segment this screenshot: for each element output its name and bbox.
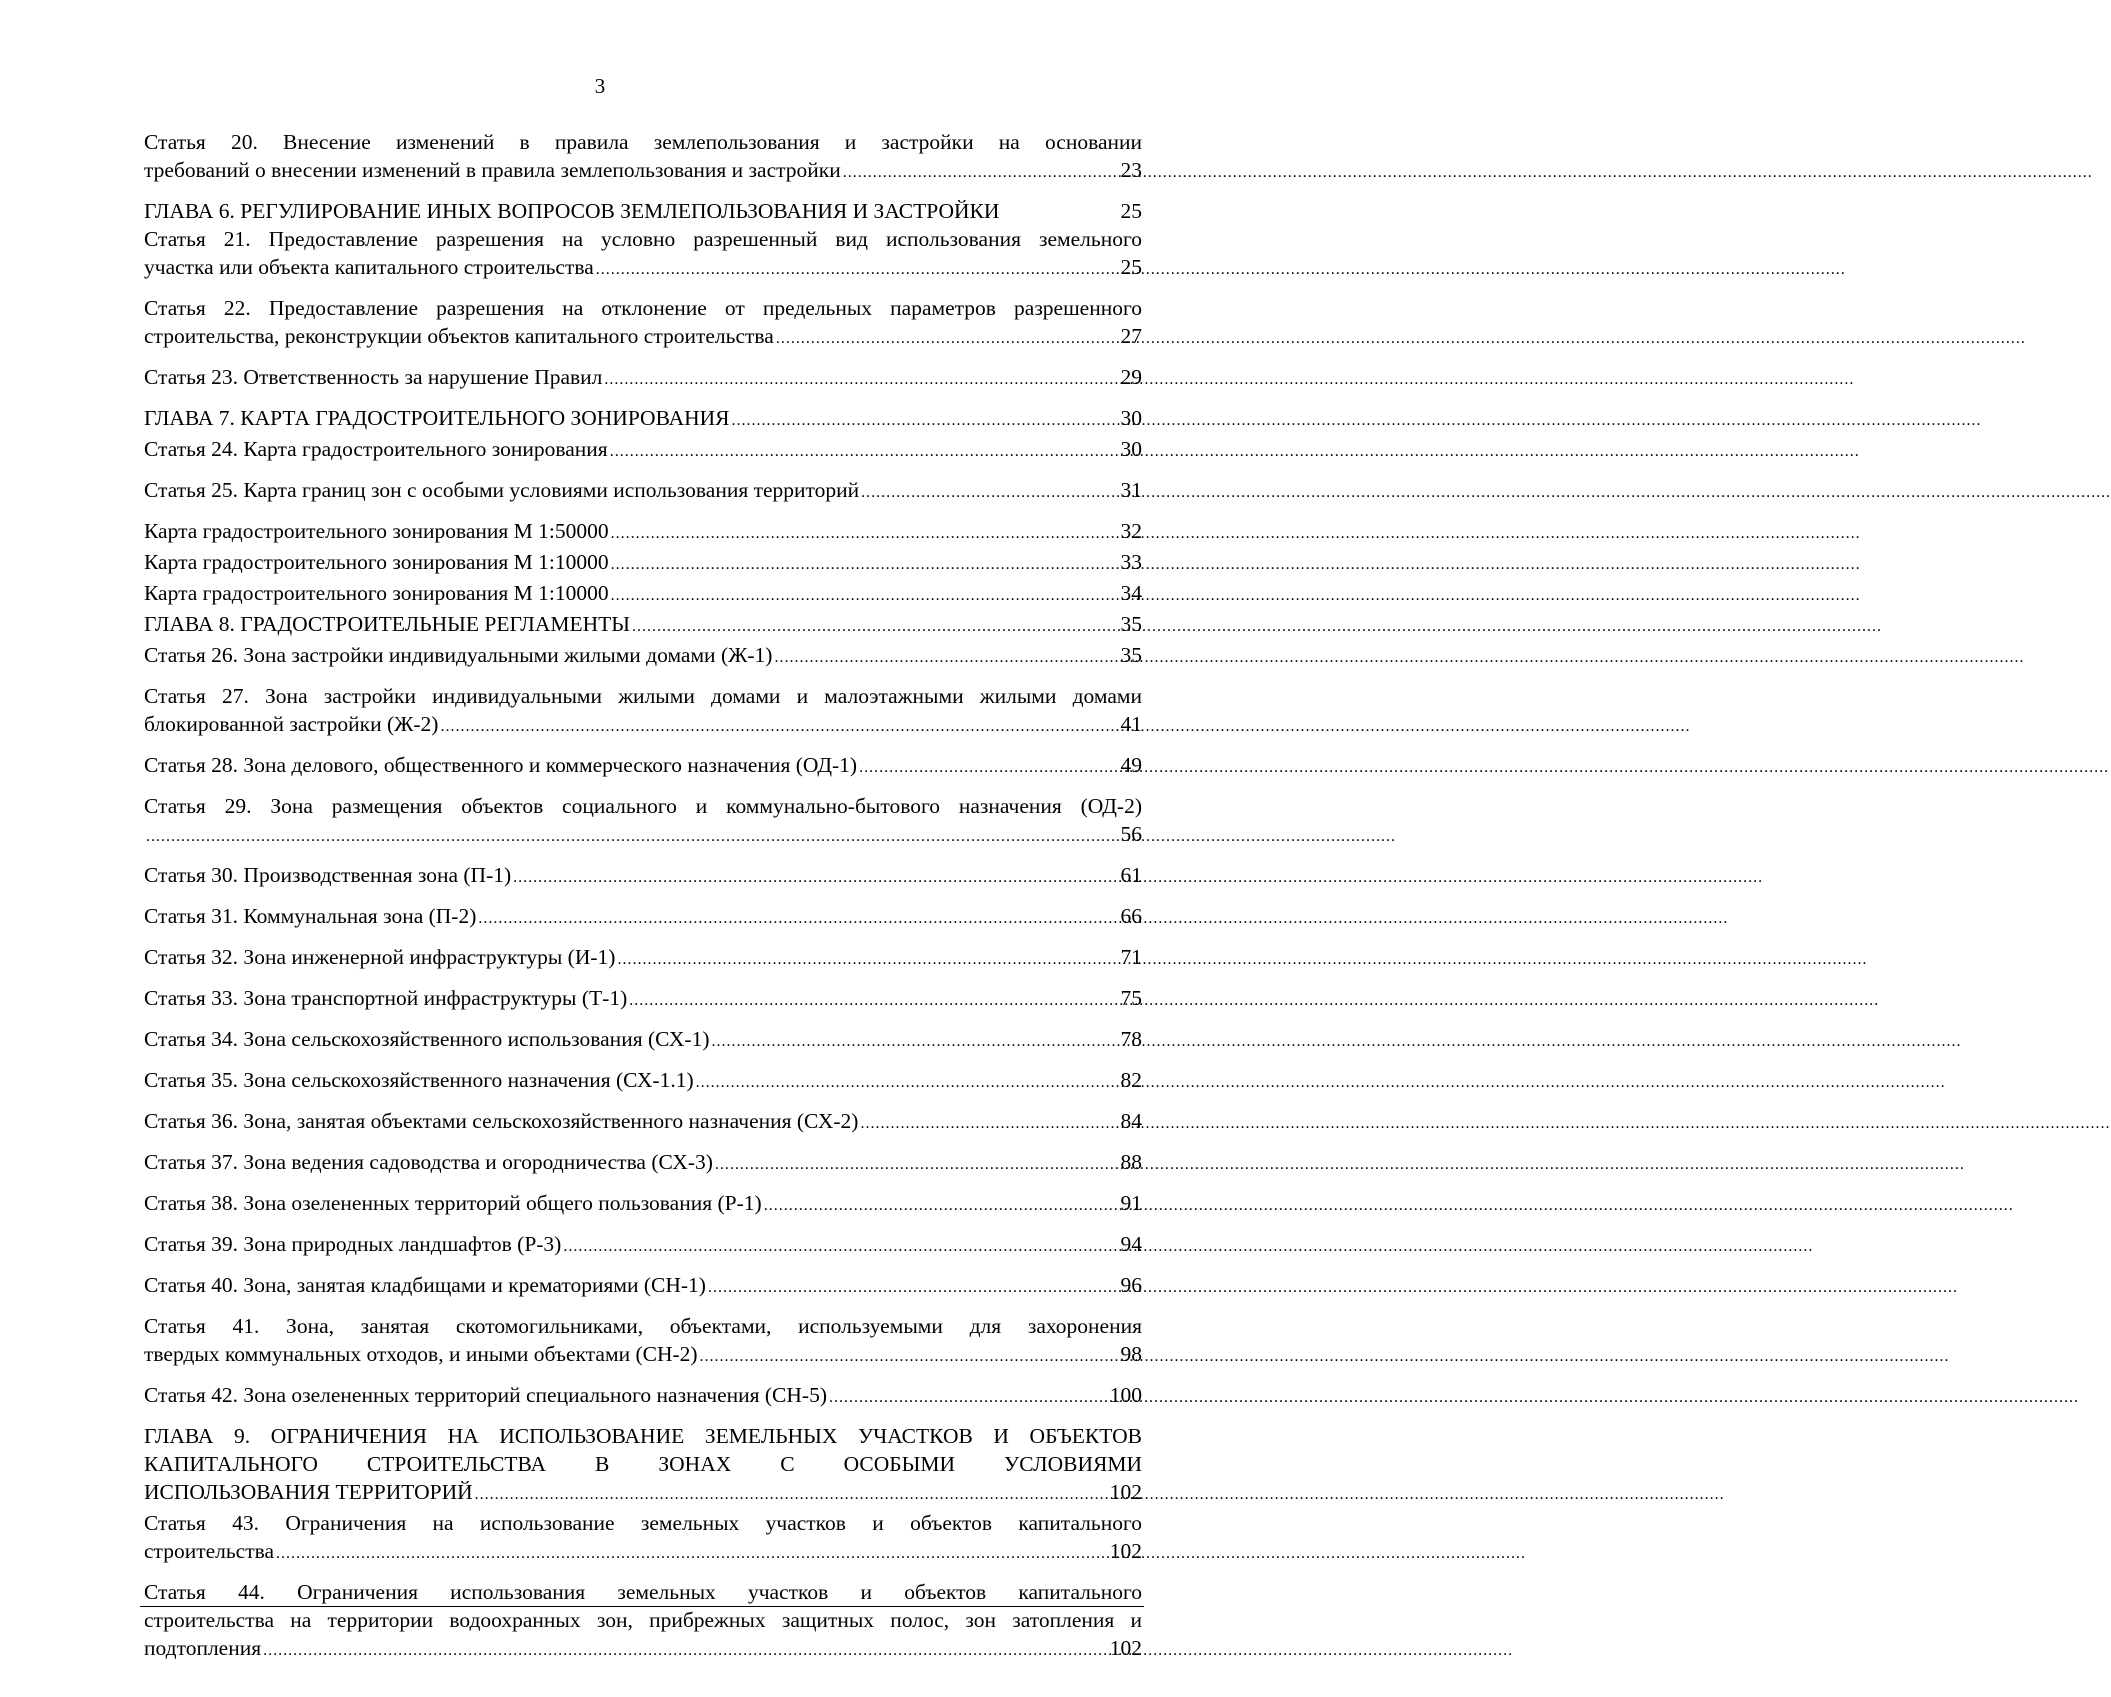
toc-page-number: 30 — [1120, 437, 1142, 461]
toc-entry-title: подтопления — [144, 1636, 262, 1660]
toc-page-number: 102 — [1109, 1539, 1142, 1563]
dot-leader — [861, 479, 1118, 507]
toc-entry-last-line — [144, 943, 1142, 974]
toc-page-number: 49 — [1120, 753, 1142, 777]
toc-entry-last-line — [144, 902, 1142, 933]
toc-page-number: 30 — [1120, 406, 1142, 430]
toc-page-number: 84 — [1120, 1109, 1142, 1133]
toc-entry-text-line: ГЛАВА 9. ОГРАНИЧЕНИЯ НА ИСПОЛЬЗОВАНИЕ ЗЕМЕЛЬНЫХ УЧАСТКОВ И ОБЪЕКТОВ — [144, 1424, 1142, 1448]
toc-page-number: 100 — [1109, 1383, 1142, 1407]
toc-entry-text-line: Статья 27. Зона застройки индивидуальными жилыми домами и малоэтажными жилыми домами — [144, 684, 1142, 708]
dot-leader — [596, 256, 1119, 284]
toc-page-number: 88 — [1120, 1150, 1142, 1174]
dot-leader — [513, 864, 1118, 892]
toc-entry[interactable] — [144, 476, 1142, 507]
dot-leader — [700, 1343, 1119, 1371]
toc-entry[interactable] — [144, 579, 1142, 610]
dot-leader — [764, 1192, 1119, 1220]
toc-entry[interactable] — [144, 1025, 1142, 1056]
toc-entry-last-line — [144, 404, 1142, 435]
toc-entry[interactable] — [144, 902, 1142, 933]
toc-page-number: 34 — [1120, 581, 1142, 605]
toc-page-number: 61 — [1120, 863, 1142, 887]
toc-entry-title: ГЛАВА 8. ГРАДОСТРОИТЕЛЬНЫЕ РЕГЛАМЕНТЫ — [144, 612, 631, 636]
dot-leader — [776, 325, 1119, 353]
toc-page-number: 35 — [1120, 643, 1142, 667]
dot-leader — [146, 823, 1119, 851]
toc-entry-last-line — [144, 751, 1142, 782]
toc-page-number: 94 — [1120, 1232, 1142, 1256]
toc-entry-last-line — [144, 322, 1142, 353]
toc-entry-last-line — [144, 156, 1142, 187]
toc-entry-title: строительства — [144, 1539, 275, 1563]
toc-page-number: 25 — [1120, 199, 1142, 223]
toc-page-number: 23 — [1120, 158, 1142, 182]
toc-entry-last-line — [144, 1025, 1142, 1056]
toc-entry-title: ГЛАВА 7. КАРТА ГРАДОСТРОИТЕЛЬНОГО ЗОНИРОВАНИЯ — [144, 406, 730, 430]
toc-page-number: 35 — [1120, 612, 1142, 636]
toc-entry-last-line — [144, 1340, 1142, 1371]
toc-entry-text-line: Статья 44. Ограничения использования земельных участков и объектов капитального — [144, 1580, 1142, 1604]
toc-page-number: 78 — [1120, 1027, 1142, 1051]
toc-entry[interactable] — [144, 984, 1142, 1015]
toc-page-number: 82 — [1120, 1068, 1142, 1092]
toc-page-number: 91 — [1120, 1191, 1142, 1215]
toc-entry-title: Статья 37. Зона ведения садоводства и огородничества (СХ-3) — [144, 1150, 713, 1174]
toc-entry-last-line — [144, 710, 1142, 741]
dot-leader — [843, 159, 1119, 187]
toc-entry-title: твердых коммунальных отходов, и иными объектами (СН-2) — [144, 1342, 698, 1366]
toc-page-number: 75 — [1120, 986, 1142, 1010]
toc-page-number: 33 — [1120, 550, 1142, 574]
toc-entry[interactable] — [144, 1148, 1142, 1179]
toc-entry[interactable] — [144, 1271, 1142, 1302]
toc-entry-last-line — [144, 1537, 1142, 1568]
dot-leader — [859, 754, 1118, 782]
table-of-contents — [144, 128, 1142, 1665]
dot-leader — [732, 407, 1119, 435]
toc-entry-title: Статья 35. Зона сельскохозяйственного назначения (СХ-1.1) — [144, 1068, 694, 1092]
toc-entry-text-line: Статья 22. Предоставление разрешения на отклонение от предельных параметров разрешенного — [144, 296, 1142, 320]
toc-entry-last-line — [144, 1189, 1142, 1220]
dot-leader — [829, 1384, 1108, 1412]
toc-entry[interactable] — [144, 1422, 1142, 1509]
toc-entry-title: Статья 26. Зона застройки индивидуальными жилыми домами (Ж-1) — [144, 643, 773, 667]
toc-entry-last-line — [144, 197, 1142, 225]
toc-entry-title: Статья 31. Коммунальная зона (П-2) — [144, 904, 477, 928]
toc-entry-title: требований о внесении изменений в правила землепользования и застройки — [144, 158, 841, 182]
toc-entry[interactable] — [144, 610, 1142, 641]
toc-entry-text-line: Статья 29. Зона размещения объектов социального и коммунально-бытового назначения (ОД-2) — [144, 794, 1142, 818]
toc-page-number: 31 — [1120, 478, 1142, 502]
dot-leader — [276, 1540, 1108, 1568]
toc-entry-last-line — [144, 984, 1142, 1015]
toc-entry-text-line: Статья 41. Зона, занятая скотомогильниками, объектами, используемыми для захоронения — [144, 1314, 1142, 1338]
toc-page-number: 66 — [1120, 904, 1142, 928]
toc-entry[interactable] — [144, 1230, 1142, 1261]
toc-entry-text-line: Статья 43. Ограничения на использование земельных участков и объектов капитального — [144, 1511, 1142, 1535]
toc-entry-title: участка или объекта капитального строительства — [144, 255, 594, 279]
toc-entry-text-line: Статья 21. Предоставление разрешения на условно разрешенный вид использования земельного — [144, 227, 1142, 251]
toc-entry-title: Статья 38. Зона озелененных территорий общего пользования (Р-1) — [144, 1191, 762, 1215]
toc-entry-title: Статья 42. Зона озелененных территорий специального назначения (СН-5) — [144, 1383, 827, 1407]
toc-entry-last-line — [144, 579, 1142, 610]
toc-page-number: 98 — [1120, 1342, 1142, 1366]
toc-entry-last-line — [144, 1066, 1142, 1097]
toc-entry-title: Статья 40. Зона, занятая кладбищами и крематориями (СН-1) — [144, 1273, 706, 1297]
toc-page-number: 32 — [1120, 519, 1142, 543]
dot-leader — [774, 644, 1118, 672]
dot-leader — [617, 946, 1118, 974]
dot-leader — [475, 1481, 1108, 1509]
toc-entry[interactable] — [144, 294, 1142, 353]
toc-entry[interactable] — [144, 548, 1142, 579]
dot-leader — [629, 987, 1118, 1015]
toc-entry[interactable] — [144, 1509, 1142, 1568]
dot-leader — [440, 713, 1118, 741]
toc-entry-last-line — [144, 548, 1142, 579]
toc-entry-last-line — [144, 1478, 1142, 1509]
toc-page-number: 102 — [1109, 1636, 1142, 1660]
toc-entry-last-line — [144, 517, 1142, 548]
toc-entry-last-line — [144, 610, 1142, 641]
toc-entry-title: Статья 32. Зона инженерной инфраструктуры (И-1) — [144, 945, 616, 969]
toc-entry-title: Статья 33. Зона транспортной инфраструктуры (Т-1) — [144, 986, 628, 1010]
dot-leader — [712, 1028, 1119, 1056]
toc-page-number: 29 — [1120, 365, 1142, 389]
dot-leader — [708, 1274, 1119, 1302]
toc-entry[interactable] — [144, 404, 1142, 435]
toc-entry-last-line — [144, 820, 1142, 851]
dot-leader — [715, 1151, 1119, 1179]
toc-entry[interactable] — [144, 197, 1142, 225]
toc-entry[interactable] — [144, 1578, 1142, 1665]
toc-entry-last-line — [144, 641, 1142, 672]
toc-entry-last-line — [144, 1634, 1142, 1665]
dot-leader — [563, 1233, 1118, 1261]
toc-entry-title: блокированной застройки (Ж-2) — [144, 712, 439, 736]
toc-entry[interactable] — [144, 751, 1142, 782]
toc-page-number: 56 — [1120, 822, 1142, 846]
dot-leader — [611, 520, 1119, 548]
toc-entry-title: Статья 23. Ответственность за нарушение Правил — [144, 365, 603, 389]
toc-entry[interactable] — [144, 1381, 1142, 1412]
toc-entry-title: Статья 24. Карта градостроительного зонирования — [144, 437, 608, 461]
toc-entry[interactable] — [144, 363, 1142, 394]
toc-entry-last-line — [144, 253, 1142, 284]
toc-entry-text-line: Статья 20. Внесение изменений в правила землепользования и застройки на основании — [144, 130, 1142, 154]
dot-leader — [478, 905, 1118, 933]
toc-entry-last-line — [144, 435, 1142, 466]
toc-page-number: 25 — [1120, 255, 1142, 279]
toc-entry[interactable] — [144, 641, 1142, 672]
toc-entry-title: строительства, реконструкции объектов капитального строительства — [144, 324, 774, 348]
toc-entry-last-line — [144, 1230, 1142, 1261]
dot-leader — [604, 366, 1118, 394]
toc-entry[interactable] — [144, 1107, 1142, 1138]
toc-entry-title: Статья 28. Зона делового, общественного и коммерческого назначения (ОД-1) — [144, 753, 858, 777]
toc-page-number: 102 — [1109, 1480, 1142, 1504]
toc-entry-last-line — [144, 861, 1142, 892]
toc-page-number: 96 — [1120, 1273, 1142, 1297]
toc-entry-title: Статья 34. Зона сельскохозяйственного использования (СХ-1) — [144, 1027, 710, 1051]
toc-entry-last-line — [144, 1381, 1142, 1412]
toc-entry-last-line — [144, 476, 1142, 507]
footer-rule — [140, 1606, 1144, 1607]
page-number: 3 — [594, 74, 606, 98]
toc-entry[interactable] — [144, 682, 1142, 741]
toc-entry-title: Карта градостроительного зонирования М 1:50000 — [144, 519, 609, 543]
dot-leader — [860, 1110, 1118, 1138]
toc-entry-text-line: КАПИТАЛЬНОГО СТРОИТЕЛЬСТВА В ЗОНАХ С ОСОБЫМИ УСЛОВИЯМИ — [144, 1452, 1142, 1476]
toc-entry-title: ИСПОЛЬЗОВАНИЯ ТЕРРИТОРИЙ — [144, 1480, 473, 1504]
dot-leader — [611, 582, 1119, 610]
toc-entry[interactable] — [144, 435, 1142, 466]
toc-entry[interactable] — [144, 792, 1142, 851]
toc-entry[interactable] — [144, 1189, 1142, 1220]
toc-entry-title: ГЛАВА 6. РЕГУЛИРОВАНИЕ ИНЫХ ВОПРОСОВ ЗЕМЛЕПОЛЬЗОВАНИЯ И ЗАСТРОЙКИ — [144, 199, 1000, 223]
toc-entry[interactable] — [144, 861, 1142, 892]
toc-entry[interactable] — [144, 128, 1142, 187]
toc-entry-last-line — [144, 1271, 1142, 1302]
dot-leader — [610, 438, 1119, 466]
dot-leader — [611, 551, 1119, 579]
toc-entry-title: Статья 30. Производственная зона (П-1) — [144, 863, 512, 887]
toc-entry-last-line — [144, 1107, 1142, 1138]
toc-entry-title: Карта градостроительного зонирования М 1:10000 — [144, 550, 609, 574]
toc-entry[interactable] — [144, 943, 1142, 974]
toc-entry-title: Статья 36. Зона, занятая объектами сельскохозяйственного назначения (СХ-2) — [144, 1109, 859, 1133]
toc-entry[interactable] — [144, 1066, 1142, 1097]
toc-entry-text-line: строительства на территории водоохранных зон, прибрежных защитных полос, зон затопления и — [144, 1608, 1142, 1632]
toc-entry-last-line — [144, 1148, 1142, 1179]
dot-leader — [632, 613, 1118, 641]
toc-page-number: 71 — [1120, 945, 1142, 969]
dot-leader — [263, 1637, 1108, 1665]
toc-entry[interactable] — [144, 517, 1142, 548]
toc-page-number: 41 — [1120, 712, 1142, 736]
toc-entry-title: Карта градостроительного зонирования М 1:10000 — [144, 581, 609, 605]
toc-page-number: 27 — [1120, 324, 1142, 348]
toc-entry-title: Статья 39. Зона природных ландшафтов (Р-3) — [144, 1232, 562, 1256]
dot-leader — [696, 1069, 1119, 1097]
toc-entry[interactable] — [144, 225, 1142, 284]
toc-entry-title: Статья 25. Карта границ зон с особыми условиями использования территорий — [144, 478, 860, 502]
toc-entry-last-line — [144, 363, 1142, 394]
toc-entry[interactable] — [144, 1312, 1142, 1371]
